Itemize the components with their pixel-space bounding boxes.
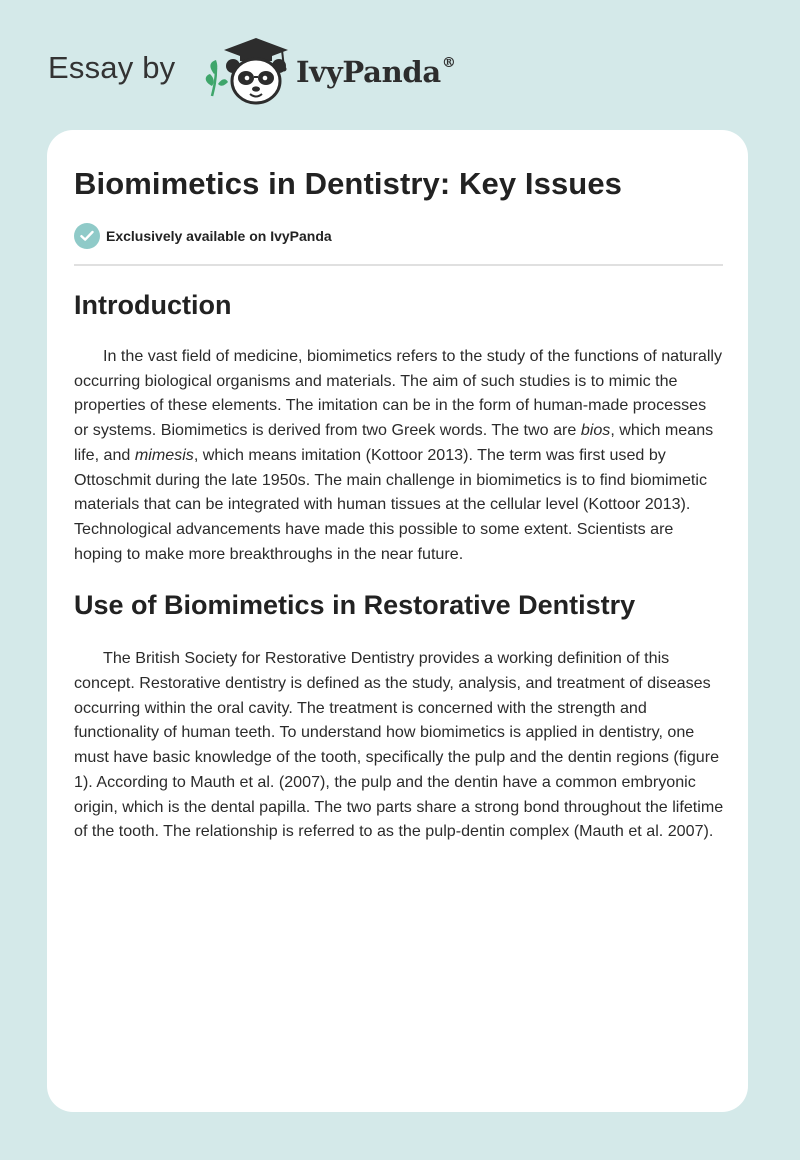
essay-by-label: Essay by bbox=[48, 50, 176, 85]
exclusive-badge bbox=[74, 223, 724, 249]
check-icon bbox=[74, 223, 100, 249]
section-heading-restorative: Use of Biomimetics in Restorative Dentistry bbox=[74, 590, 636, 621]
exclusive-label: Exclusively available on IvyPanda bbox=[106, 228, 332, 244]
section-paragraph-introduction: In the vast field of medicine, biomimetics refers to the study of the functions of naturally occurring biological organisms and materials. The aim of such studies is to mimic the properties of these elements. The imitation can be in the form of human-made processes or systems. Biomimetics is derived from two Greek words. The two are bios, which means life, and mimesis, which means imitation (Kottoor 2013). The term was first used by Ottoschmit during the late 1950s. The main challenge in biomimetics is to find biomimetic materials that can be integrated with human tissues at the cellular level (Kottoor 2013). Technological advancements have made this possible to some extent. Scientists are hoping to make more breakthroughs in the near future. bbox=[74, 347, 723, 563]
divider bbox=[74, 264, 723, 266]
panda-logo-icon[interactable] bbox=[200, 36, 292, 108]
page-title: Biomimetics in Dentistry: Key Issues bbox=[74, 166, 623, 201]
brand-name[interactable]: IvyPanda® bbox=[296, 55, 456, 89]
section-paragraph-restorative: The British Society for Restorative Dentistry provides a working definition of this concept. Restorative dentistry is defined as the study, analysis, and treatment of diseases occurring within the oral cavity. The treatment is concerned with the strength and functionality of human teeth. To understand how biomimetics is applied in dentistry, one must have basic knowledge of the tooth, specifically the pulp and the dentin regions (figure 1). According to Mauth et al. (2007), the pulp and the dentin have a common embryonic origin, which is the dental papilla. The two parts share a strong bond throughout the lifetime of the tooth. The relationship is referred to as the pulp-dentin complex (Mauth et al. 2007). bbox=[74, 649, 724, 841]
section-heading-introduction: Introduction bbox=[74, 290, 232, 320]
essay-content bbox=[74, 164, 724, 844]
site-header bbox=[48, 36, 508, 108]
essay-card bbox=[47, 130, 748, 1112]
